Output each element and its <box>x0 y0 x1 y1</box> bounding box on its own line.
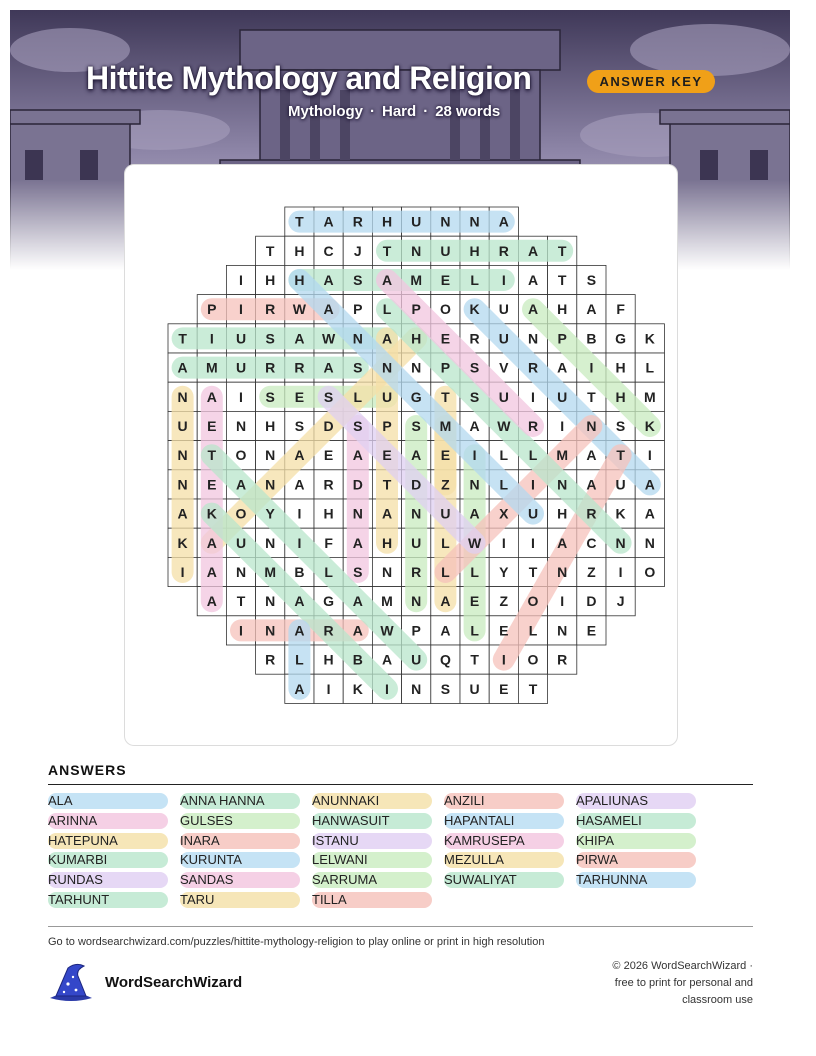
grid-letter: H <box>381 213 393 230</box>
grid-letter: N <box>235 564 247 580</box>
grid-letter: A <box>527 242 539 259</box>
grid-letter: N <box>352 330 363 347</box>
answer-item: GULSES <box>180 813 300 829</box>
grid-letter: Z <box>587 564 596 580</box>
answer-item: HASAMELI <box>576 813 696 829</box>
grid-letter: K <box>615 505 626 522</box>
grid-letter: D <box>586 593 597 610</box>
grid-letter: H <box>294 242 305 259</box>
answer-item: PIRWA <box>576 852 696 868</box>
grid-letter: D <box>411 476 422 493</box>
grid-letter: A <box>294 622 305 639</box>
answer-item: HATEPUNA <box>48 833 168 849</box>
grid-letter: L <box>382 301 392 318</box>
grid-letter: H <box>557 301 568 318</box>
grid-letter: A <box>323 301 334 318</box>
grid-letter: A <box>294 447 305 464</box>
grid-letter: V <box>499 359 509 376</box>
answer-item: LELWANI <box>312 852 432 868</box>
grid-letter: N <box>265 622 276 639</box>
grid-letter: L <box>645 359 655 376</box>
grid-letter: P <box>411 301 421 318</box>
grid-letter: I <box>531 476 535 493</box>
grid-letter: A <box>557 534 568 551</box>
answer-item: SANDAS <box>180 872 300 888</box>
grid-letter: I <box>239 301 243 318</box>
grid-letter: K <box>644 418 655 434</box>
grid-letter: N <box>411 359 422 376</box>
grid-letter: R <box>411 564 422 580</box>
grid-letter: L <box>441 564 450 580</box>
grid-letter: N <box>177 447 188 464</box>
grid-letter: T <box>265 242 275 259</box>
grid-letter: G <box>615 330 627 347</box>
grid-letter: T <box>557 272 567 288</box>
grid-letter: O <box>439 301 451 318</box>
grid-letter: N <box>644 534 655 551</box>
grid-letter: K <box>644 330 655 347</box>
grid-letter: H <box>323 651 334 668</box>
grid-letter: A <box>177 505 188 522</box>
grid-letter: S <box>353 418 363 434</box>
grid-letter: O <box>235 505 247 522</box>
separator-dot: · <box>370 103 375 120</box>
grid-letter: N <box>177 476 188 493</box>
grid-letter: A <box>323 213 334 230</box>
grid-letter: N <box>265 447 276 464</box>
grid-letter: Z <box>499 593 509 610</box>
divider <box>48 926 753 927</box>
answer-item: ISTANU <box>312 833 432 849</box>
grid-letter: E <box>440 330 451 347</box>
grid-letter: E <box>382 447 392 464</box>
grid-letter: A <box>352 447 363 464</box>
answer-item: KHIPA <box>576 833 696 849</box>
grid-letter: I <box>647 447 652 464</box>
grid-letter: T <box>528 680 538 697</box>
grid-letter: S <box>265 330 275 347</box>
grid-letter: I <box>560 593 565 610</box>
grid-letter: R <box>557 651 568 668</box>
grid-letter: R <box>323 622 334 639</box>
grid-letter: S <box>615 418 626 434</box>
grid-letter: L <box>470 564 479 580</box>
grid-letter: U <box>235 534 247 551</box>
grid-letter: H <box>265 418 276 434</box>
grid-letter: L <box>324 564 333 580</box>
grid-letter: I <box>239 388 243 405</box>
grid-letter: L <box>528 447 538 464</box>
answer-item: ANNA HANNA <box>180 793 300 809</box>
grid-letter: T <box>587 388 596 405</box>
grid-letter: A <box>352 622 363 639</box>
grid-letter: T <box>616 447 625 464</box>
grid-letter: N <box>265 476 276 493</box>
grid-letter: Z <box>441 476 450 493</box>
grid-letter: Q <box>439 651 451 668</box>
grid-letter: W <box>321 330 336 347</box>
grid-letter: N <box>177 388 188 405</box>
grid-letter: B <box>352 651 363 668</box>
grid-letter: P <box>207 301 217 318</box>
grid-letter: I <box>618 564 623 580</box>
grid-letter: A <box>527 272 539 288</box>
grid-letter: W <box>380 622 394 639</box>
grid-letter: D <box>352 476 363 493</box>
grid-letter: A <box>206 534 217 551</box>
difficulty-label: Hard <box>382 103 417 120</box>
puzzle-meta <box>288 103 500 120</box>
grid-letter: I <box>239 622 243 639</box>
grid-letter: F <box>616 301 625 318</box>
answers-heading: ANSWERS <box>48 762 127 778</box>
grid-letter: R <box>265 301 276 318</box>
grid-letter: M <box>410 272 423 288</box>
answer-item: INARA <box>180 833 300 849</box>
grid-letter: U <box>381 388 393 405</box>
grid-letter: I <box>501 272 506 288</box>
grid-letter: U <box>615 476 626 493</box>
grid-letter: G <box>410 388 422 405</box>
grid-letter: E <box>207 418 217 434</box>
grid-letter: I <box>531 388 535 405</box>
grid-letter: E <box>469 593 480 610</box>
grid-letter: S <box>353 272 363 288</box>
grid-letter: H <box>323 505 334 522</box>
grid-letter: L <box>470 622 479 639</box>
wizard-hat-icon <box>46 962 96 1004</box>
answer-item: HAPANTALI <box>444 813 564 829</box>
grid-letter: R <box>323 476 334 493</box>
grid-letter: A <box>586 447 597 464</box>
grid-letter: N <box>381 564 393 580</box>
grid-letter: M <box>264 564 277 580</box>
answer-item: TARHUNT <box>48 892 168 908</box>
answer-item: SARRUMA <box>312 872 432 888</box>
grid-letter: A <box>381 651 393 668</box>
answer-key-badge: ANSWER KEY <box>587 70 715 93</box>
grid-letter: I <box>297 534 302 551</box>
grid-letter: A <box>557 359 568 376</box>
grid-letter: A <box>498 213 509 230</box>
grid-letter: S <box>265 388 275 405</box>
grid-letter: A <box>586 301 597 318</box>
grid-letter: G <box>323 593 335 610</box>
grid-letter: N <box>411 242 422 259</box>
grid-letter: A <box>206 388 217 405</box>
grid-letter: N <box>381 359 393 376</box>
grid-letter: J <box>353 242 362 259</box>
grid-letter: U <box>235 359 247 376</box>
grid-letter: H <box>381 534 393 551</box>
grid-letter: N <box>557 622 568 639</box>
answer-item: KURUNTA <box>180 852 300 868</box>
grid-letter: E <box>440 447 451 464</box>
grid-letter: E <box>499 622 509 639</box>
grid-letter: W <box>467 534 482 551</box>
grid-letter: O <box>527 651 539 668</box>
grid-letter: L <box>295 651 304 668</box>
grid-letter: I <box>326 680 331 697</box>
grid-letter: S <box>411 418 421 434</box>
category-label: Mythology <box>288 103 363 120</box>
answer-item: HANWASUIT <box>312 813 432 829</box>
grid-letter: U <box>411 213 422 230</box>
puzzle-title: Hittite Mythology and Religion <box>86 60 532 96</box>
grid-letter: U <box>498 330 509 347</box>
grid-letter: E <box>499 680 509 697</box>
grid-letter: N <box>235 418 247 434</box>
grid-letter: E <box>323 447 334 464</box>
grid-letter: O <box>527 593 539 610</box>
grid-letter: U <box>557 388 568 405</box>
grid-letter: N <box>411 505 422 522</box>
grid-letter: B <box>586 330 597 347</box>
grid-letter: E <box>294 388 305 405</box>
answer-item: ANUNNAKI <box>312 793 432 809</box>
grid-letter: P <box>382 418 392 434</box>
grid-letter: R <box>498 242 509 259</box>
grid-letter: T <box>557 242 567 259</box>
grid-letter: A <box>644 476 655 493</box>
copyright-line: free to print for personal and <box>614 977 753 989</box>
grid-letter: A <box>177 359 188 376</box>
grid-letter: A <box>644 505 655 522</box>
grid-letter: S <box>586 272 597 288</box>
grid-letter: N <box>527 330 539 347</box>
grid-letter: K <box>206 505 217 522</box>
answer-item: KAMRUSEPA <box>444 833 564 849</box>
grid-letter: A <box>206 564 217 580</box>
grid-letter: L <box>528 622 538 639</box>
grid-letter: M <box>381 593 393 610</box>
grid-letter: A <box>352 593 363 610</box>
grid-letter: U <box>440 505 451 522</box>
grid-letter: A <box>235 476 247 493</box>
grid-letter: M <box>439 418 452 434</box>
grid-letter: J <box>616 593 625 610</box>
grid-letter: N <box>586 418 597 434</box>
grid-letter: H <box>615 359 626 376</box>
grid-letter: I <box>180 564 185 580</box>
grid-letter: U <box>469 680 480 697</box>
grid-letter: A <box>323 272 334 288</box>
grid-letter: S <box>469 359 480 376</box>
grid-letter: H <box>469 242 480 259</box>
grid-letter: N <box>411 680 422 697</box>
grid-letter: L <box>499 447 509 464</box>
answer-item: TILLA <box>312 892 432 908</box>
grid-letter: I <box>385 680 389 697</box>
grid-letter: R <box>352 213 363 230</box>
grid-letter: U <box>411 534 422 551</box>
grid-letter: N <box>265 534 276 551</box>
grid-letter: T <box>207 447 217 464</box>
footer-link[interactable]: Go to wordsearchwizard.com/puzzles/hittite-mythology-religion to play online or print in high resolution <box>48 936 545 948</box>
grid-letter: F <box>324 534 333 551</box>
answer-item: RUNDAS <box>48 872 168 888</box>
grid-letter: K <box>177 534 188 551</box>
grid-letter: T <box>528 564 538 580</box>
answer-item: APALIUNAS <box>576 793 696 809</box>
divider <box>48 784 753 785</box>
grid-letter: I <box>209 330 214 347</box>
answer-item: MEZULLA <box>444 852 564 868</box>
grid-letter: T <box>295 213 304 230</box>
grid-letter: H <box>265 272 276 288</box>
grid-letter: A <box>352 534 363 551</box>
grid-letter: L <box>470 272 479 288</box>
grid-letter: O <box>235 447 247 464</box>
grid-letter: M <box>556 447 569 464</box>
grid-letter: A <box>294 593 305 610</box>
grid-letter: P <box>411 622 421 639</box>
grid-letter: K <box>469 301 480 318</box>
grid-letter: I <box>501 534 506 551</box>
grid-letter: N <box>469 213 480 230</box>
grid-letter: A <box>440 622 451 639</box>
answer-item: TARU <box>180 892 300 908</box>
grid-letter: R <box>265 651 276 668</box>
grid-letter: H <box>557 505 568 522</box>
grid-letter: Y <box>265 505 275 522</box>
grid-letter: U <box>177 418 188 434</box>
grid-letter: U <box>498 301 509 318</box>
grid-letter: P <box>440 359 451 376</box>
grid-letter: I <box>589 359 594 376</box>
grid-letter: B <box>294 564 305 580</box>
copyright-line: classroom use <box>682 994 753 1006</box>
grid-letter: U <box>527 505 539 522</box>
grid-letter: R <box>265 359 276 376</box>
grid-letter: T <box>470 651 479 668</box>
grid-letter: N <box>265 593 276 610</box>
grid-letter: A <box>586 476 597 493</box>
separator-dot: · <box>423 103 429 120</box>
grid-letter: U <box>440 242 451 259</box>
grid-letter: W <box>292 301 307 318</box>
grid-letter: A <box>294 330 305 347</box>
grid-letter: A <box>440 593 451 610</box>
grid-letter: X <box>499 505 509 522</box>
grid-letter: H <box>411 330 422 347</box>
grid-letter: A <box>527 301 539 318</box>
grid-letter: C <box>323 242 334 259</box>
grid-letter: T <box>178 330 187 347</box>
grid-letter: A <box>469 505 480 522</box>
grid-letter: U <box>235 330 247 347</box>
grid-letter: R <box>469 330 480 347</box>
grid-letter: I <box>531 534 535 551</box>
grid-letter: A <box>323 359 334 376</box>
grid-letter: S <box>469 388 480 405</box>
grid-letter: S <box>323 388 334 405</box>
grid-letter: C <box>586 534 597 551</box>
grid-letter: E <box>440 272 451 288</box>
grid-letter: N <box>469 476 480 493</box>
grid-letter: A <box>206 593 217 610</box>
copyright-line: © 2026 WordSearchWizard · <box>612 960 753 972</box>
answer-item: ALA <box>48 793 168 809</box>
grid-letter: U <box>498 388 509 405</box>
grid-letter: N <box>440 213 451 230</box>
grid-letter: P <box>353 301 363 318</box>
grid-letter: L <box>441 534 450 551</box>
grid-letter: P <box>557 330 567 347</box>
grid-letter: A <box>294 476 305 493</box>
grid-letter: S <box>440 680 451 697</box>
grid-letter: A <box>411 447 422 464</box>
answer-item: KUMARBI <box>48 852 168 868</box>
grid-letter: S <box>353 564 363 580</box>
grid-letter: E <box>586 622 597 639</box>
answer-item: ANZILI <box>444 793 564 809</box>
grid-letter: H <box>294 272 305 288</box>
grid-letter: L <box>499 476 509 493</box>
grid-letter: U <box>411 651 422 668</box>
grid-letter: T <box>382 476 392 493</box>
grid-letter: H <box>615 388 626 405</box>
grid-letter: K <box>352 680 363 697</box>
grid-letter: E <box>207 476 217 493</box>
grid-letter: W <box>497 418 511 434</box>
grid-letter: A <box>381 272 393 288</box>
grid-letter: M <box>643 388 656 405</box>
grid-letter: R <box>586 505 597 522</box>
grid-letter: D <box>323 418 334 434</box>
grid-letter: A <box>381 505 393 522</box>
grid-letter: T <box>236 593 246 610</box>
grid-letter: I <box>239 272 243 288</box>
grid-letter: N <box>557 476 568 493</box>
grid-letter: M <box>205 359 218 376</box>
copyright <box>553 958 753 1009</box>
answer-item: SUWALIYAT <box>444 872 564 888</box>
grid-letter: N <box>615 534 626 551</box>
grid-letter: N <box>557 564 568 580</box>
grid-letter: N <box>352 505 363 522</box>
grid-letter: Y <box>499 564 509 580</box>
grid-letter: O <box>644 564 656 580</box>
grid-letter: N <box>411 593 422 610</box>
word-count-label: 28 words <box>435 103 501 120</box>
grid-letter: R <box>294 359 305 376</box>
grid-letter: A <box>469 418 480 434</box>
answer-item: ARINNA <box>48 813 168 829</box>
grid-letter: S <box>353 359 363 376</box>
grid-letter: S <box>294 418 305 434</box>
grid-letter: T <box>382 242 392 259</box>
grid-letter: A <box>381 330 393 347</box>
grid-letter: R <box>527 418 539 434</box>
grid-letter: R <box>527 359 539 376</box>
grid-letter: I <box>501 651 506 668</box>
grid-letter: I <box>560 418 565 434</box>
grid-letter: L <box>353 388 363 405</box>
grid-letter: T <box>441 388 450 405</box>
grid-letter: I <box>472 447 477 464</box>
grid-letter: I <box>297 505 302 522</box>
grid-letter: A <box>294 680 305 697</box>
brand-name: WordSearchWizard <box>105 974 243 991</box>
answer-item: TARHUNNA <box>576 872 696 888</box>
